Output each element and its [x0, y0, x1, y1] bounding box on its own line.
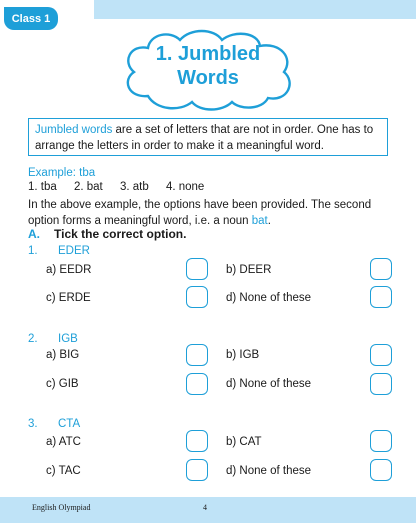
q3-option-c-checkbox[interactable]: [186, 459, 208, 481]
q3-option-d: d) None of these: [226, 465, 312, 477]
instruction-text: Tick the correct option.: [54, 227, 187, 241]
question-1-word: EDER: [58, 245, 90, 257]
example-option-2: 2. bat: [73, 181, 103, 193]
question-1-head: [28, 245, 90, 257]
example-explanation: [28, 197, 390, 229]
page-title: [118, 42, 298, 90]
definition-text: are a set of letters that are not in order. One has to arrange the letters in order to make it a meaningful word.: [35, 124, 374, 152]
q3-option-b-checkbox[interactable]: [370, 430, 392, 452]
q3-option-c: c) TAC: [46, 465, 81, 477]
question-3-number: 3.: [28, 418, 38, 430]
q2-option-b-checkbox[interactable]: [370, 344, 392, 366]
q1-option-d: d) None of these: [226, 292, 312, 304]
q2-option-d: d) None of these: [226, 378, 312, 390]
q3-option-b: b) CAT: [226, 436, 262, 448]
explanation-text: In the above example, the options have been provided. The second option forms a meaningful word, i.e. a noun: [28, 199, 372, 227]
q2-option-b: b) IGB: [226, 349, 260, 361]
q2-option-a-checkbox[interactable]: [186, 344, 208, 366]
q1-option-a: a) EEDR: [46, 264, 92, 276]
footer-book-title: English Olympiad: [32, 503, 91, 512]
q2-option-c-checkbox[interactable]: [186, 373, 208, 395]
q3-option-a: a) ATC: [46, 436, 81, 448]
q2-option-a: a) BIG: [46, 349, 80, 361]
example-option-4: 4. none: [165, 181, 205, 193]
q3-option-a-checkbox[interactable]: [186, 430, 208, 452]
title-line-2: Words: [177, 67, 239, 89]
q1-option-d-checkbox[interactable]: [370, 286, 392, 308]
q1-option-c-checkbox[interactable]: [186, 286, 208, 308]
q1-option-a-checkbox[interactable]: [186, 258, 208, 280]
q1-option-b: b) DEER: [226, 264, 272, 276]
example-options: [28, 181, 218, 193]
instruction-letter: A.: [28, 227, 40, 241]
definition-term: Jumbled words: [35, 124, 113, 136]
explanation-end: .: [267, 215, 271, 227]
q3-option-d-checkbox[interactable]: [370, 459, 392, 481]
example-label: Example: tba: [28, 167, 96, 179]
class-badge: Class 1: [4, 7, 58, 30]
top-band: [94, 0, 416, 19]
title-cloud: [118, 26, 298, 112]
question-2-head: [28, 333, 78, 345]
explanation-word: bat: [251, 215, 268, 227]
example-option-3: 3. atb: [119, 181, 149, 193]
example-option-1: 1. tba: [28, 181, 57, 193]
definition-box: [28, 118, 388, 156]
question-1-number: 1.: [28, 245, 38, 257]
title-line-1: 1. Jumbled: [155, 43, 261, 65]
instruction: [28, 227, 186, 241]
q1-option-c: c) ERDE: [46, 292, 91, 304]
q2-option-c: c) GIB: [46, 378, 79, 390]
q1-option-b-checkbox[interactable]: [370, 258, 392, 280]
question-3-word: CTA: [58, 418, 81, 430]
question-2-number: 2.: [28, 333, 38, 345]
question-2-word: IGB: [58, 333, 78, 345]
q2-option-d-checkbox[interactable]: [370, 373, 392, 395]
page-number: 4: [203, 503, 207, 512]
question-3-head: [28, 418, 80, 430]
